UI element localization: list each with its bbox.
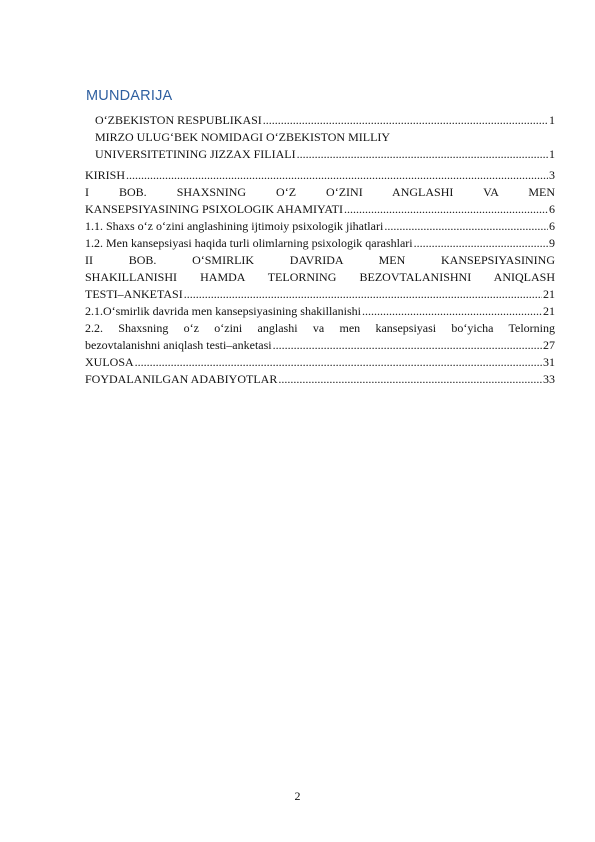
toc-entry-title-line2: SHAKILLANISHI HAMDA TELORNING BEZOVTALANISHNI ANIQLASH bbox=[85, 270, 555, 284]
toc-heading: MUNDARIJA bbox=[86, 88, 173, 104]
dot-leader bbox=[414, 235, 548, 252]
toc-entry-title-line1: 2.2. Shaxsning o‘z o‘zini anglashi va men kansepsiyasi bo‘yicha Telorning bbox=[85, 321, 555, 335]
page-number: 2 bbox=[294, 789, 301, 803]
toc-entry-page: 6 bbox=[549, 219, 555, 233]
toc-entry[interactable] bbox=[85, 129, 555, 163]
dot-leader bbox=[278, 371, 542, 388]
dot-leader bbox=[135, 354, 542, 371]
toc-entry-page: 31 bbox=[543, 355, 555, 369]
toc-entry-page: 33 bbox=[543, 372, 555, 386]
dot-leader bbox=[273, 337, 542, 354]
toc-entry-page: 27 bbox=[543, 338, 555, 352]
toc-entry-title: 1.2. Men kansepsiyasi haqida turli olimlarning psixologik qarashlari bbox=[85, 236, 413, 250]
toc-entry-page: 9 bbox=[549, 236, 555, 250]
toc-entry[interactable] bbox=[85, 184, 555, 218]
toc-entry[interactable] bbox=[85, 112, 555, 129]
toc-entry-page: 21 bbox=[543, 287, 555, 301]
toc-entry[interactable] bbox=[85, 235, 555, 252]
toc-entry[interactable] bbox=[85, 167, 555, 184]
dot-leader bbox=[297, 146, 548, 163]
toc-entry-title: O‘ZBEKISTON RESPUBLIKASI bbox=[95, 113, 262, 127]
toc-entry-title: 2.1.O‘smirlik davrida men kansepsiyasining shakillanishi bbox=[85, 304, 361, 318]
dot-leader bbox=[362, 303, 542, 320]
toc-entry[interactable] bbox=[85, 320, 555, 354]
toc-entry-page: 1 bbox=[549, 113, 555, 127]
toc-entry-title: TESTI–ANKETASI bbox=[85, 287, 183, 301]
dot-leader bbox=[384, 218, 548, 235]
toc-entry-page: 1 bbox=[549, 147, 555, 161]
dot-leader bbox=[344, 201, 548, 218]
toc-entry-title: FOYDALANILGAN ADABIYOTLAR bbox=[85, 372, 278, 386]
toc-entry-page: 6 bbox=[549, 202, 555, 216]
dot-leader bbox=[263, 112, 548, 129]
toc-entry[interactable] bbox=[85, 218, 555, 235]
toc-entry-title: XULOSA bbox=[85, 355, 134, 369]
toc-entry[interactable] bbox=[85, 252, 555, 303]
toc-entry[interactable] bbox=[85, 354, 555, 371]
toc-entry-title-line1: MIRZO ULUG‘BEK NOMIDAGI O‘ZBEKISTON MILLIY bbox=[95, 130, 391, 144]
toc-entry[interactable] bbox=[85, 303, 555, 320]
toc-entry-title-line1: II BOB. O‘SMIRLIK DAVRIDA MEN KANSEPSIYASINING bbox=[85, 253, 555, 267]
toc-entry[interactable] bbox=[85, 371, 555, 388]
toc-entry-title: bezovtalanishni aniqlash testi–anketasi bbox=[85, 338, 272, 352]
toc-entry-title: KANSEPSIYASINING PSIXOLOGIK AHAMIYATI bbox=[85, 202, 344, 216]
toc-entry-page: 3 bbox=[549, 168, 555, 182]
toc-entry-title: 1.1. Shaxs o‘z o‘zini anglashining ijtimoiy psixologik jihatlari bbox=[85, 219, 384, 233]
toc-entry-page: 21 bbox=[543, 304, 555, 318]
table-of-contents bbox=[85, 112, 555, 388]
toc-entry-title: KIRISH bbox=[85, 168, 126, 182]
dot-leader bbox=[184, 286, 542, 303]
toc-entry-title-line1: I BOB. SHAXSNING O‘Z O‘ZINI ANGLASHI VA MEN bbox=[85, 185, 555, 199]
toc-entry-title: UNIVERSITETINING JIZZAX FILIALI bbox=[95, 147, 296, 161]
dot-leader bbox=[126, 167, 548, 184]
